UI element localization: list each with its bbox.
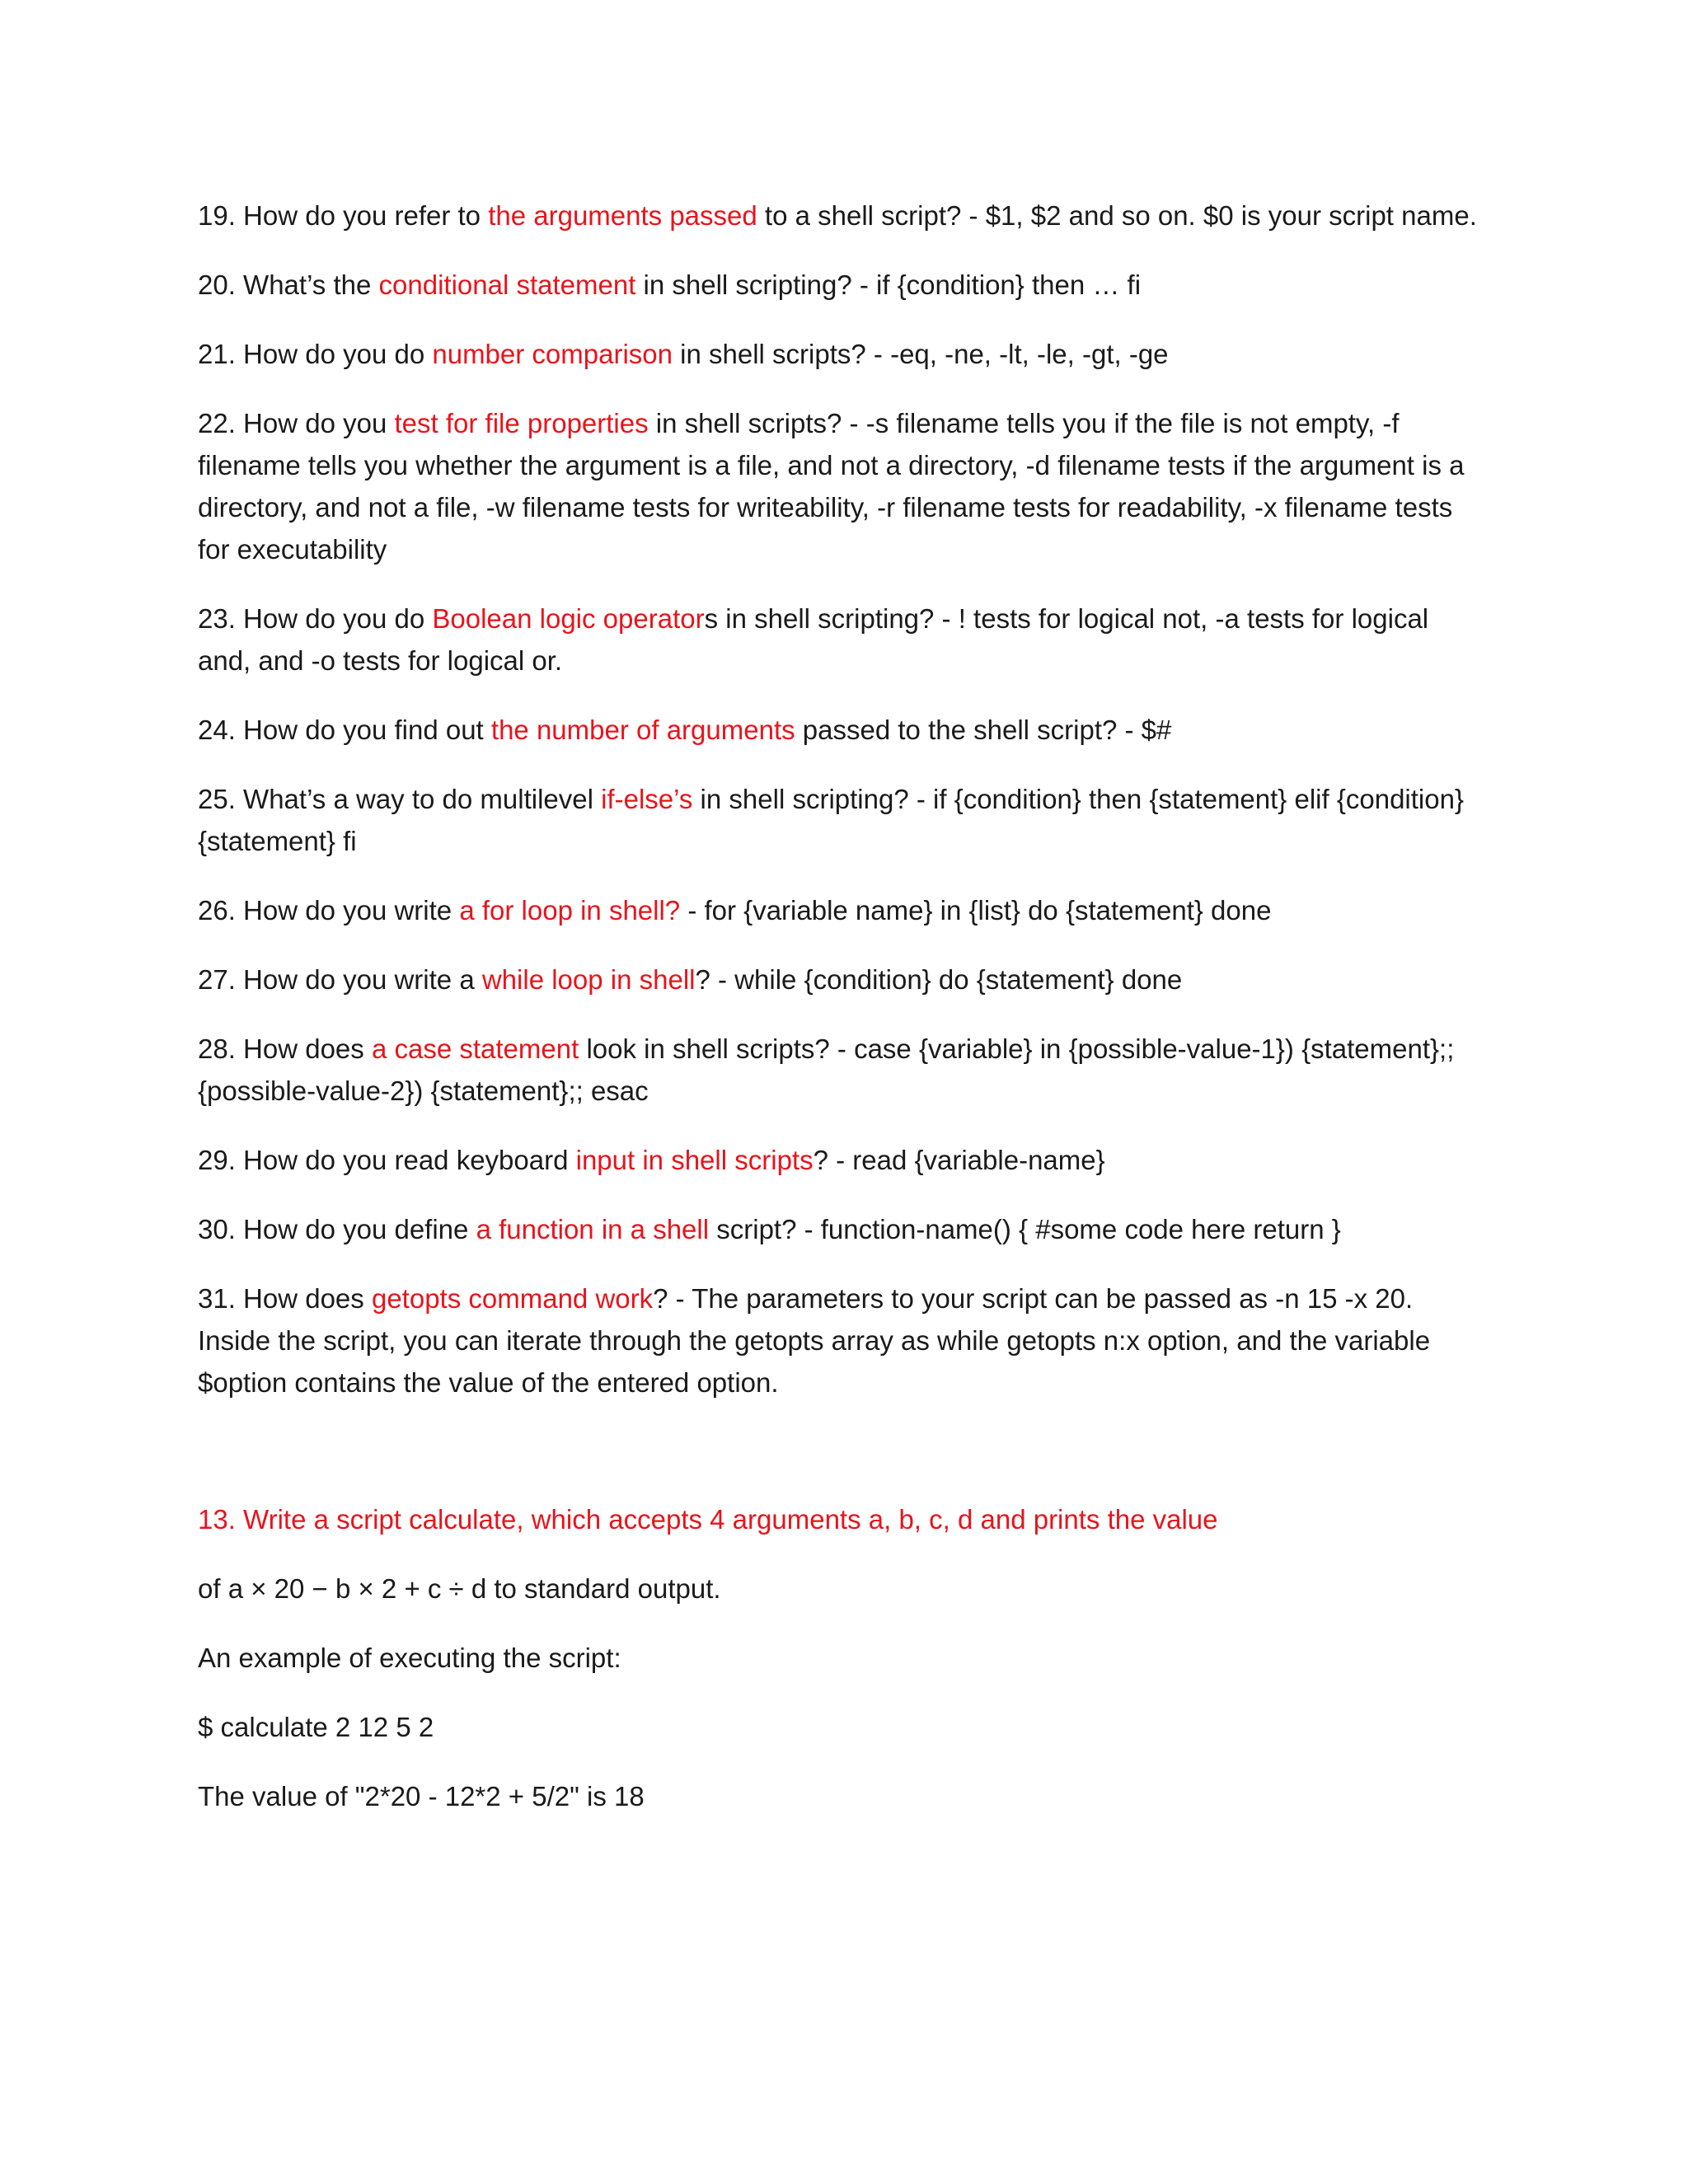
exercise-example-intro: An example of executing the script: xyxy=(198,1643,621,1673)
question-item xyxy=(198,333,1484,375)
question-item xyxy=(198,194,1484,237)
question-text: 27. How do you write a xyxy=(198,964,482,995)
document-content xyxy=(198,194,1484,1844)
question-item xyxy=(198,1028,1484,1112)
exercise-heading: 13. Write a script calculate, which accepts 4 arguments a, b, c, d and prints the value xyxy=(198,1504,1218,1535)
question-item xyxy=(198,778,1484,862)
question-text: 22. How do you xyxy=(198,408,395,438)
question-text: 25. What’s a way to do multilevel xyxy=(198,784,602,814)
question-text: in shell scripts? - -eq, -ne, -lt, -le, -gt, -ge xyxy=(673,339,1169,369)
question-text: 24. How do you find out xyxy=(198,715,491,745)
question-text: passed to the shell script? - $# xyxy=(795,715,1172,745)
question-text: script? - function-name() { #some code here return } xyxy=(709,1214,1341,1244)
question-text: in shell scripts? - -s filename tells you if the file is not empty, -f filename tells you whether the argument is a file, and not a directory, -d filename tests if the argument is a directory, and not a file, -w filename tests for writeability, -r filename tests for readability, -x filename tests for executability xyxy=(198,408,1465,565)
highlighted-term: while loop in shell xyxy=(481,964,696,995)
exercise-command: $ calculate 2 12 5 2 xyxy=(198,1712,434,1742)
question-item xyxy=(198,264,1484,306)
question-item xyxy=(198,598,1484,682)
highlighted-term: the number of arguments xyxy=(490,715,795,745)
question-text: ? - while {condition} do {statement} done xyxy=(695,964,1183,995)
highlighted-term: number comparison xyxy=(432,339,673,369)
question-text: ? - The parameters to your script can be passed as -n 15 -x 20. Inside the script, you can iterate through the getopts array as while getopts n:x option, and the variable $option contains the value of the entered option. xyxy=(198,1283,1431,1398)
highlighted-term: test for file properties xyxy=(394,408,649,438)
highlighted-term: conditional statement xyxy=(378,269,636,300)
question-text: in shell scripting? - if {condition} then {statement} elif {condition} {statement} fi xyxy=(198,784,1464,856)
section-spacer xyxy=(198,1431,1484,1498)
question-text: to a shell script? - $1, $2 and so on. $0 is your script name. xyxy=(757,200,1477,231)
question-text: look in shell scripts? - case {variable} in {possible-value-1}) {statement};; {possible-value-2}) {statement};; esac xyxy=(198,1033,1455,1106)
highlighted-term: Boolean logic operator xyxy=(432,603,705,634)
question-list xyxy=(198,194,1484,1404)
exercise-formula: of a × 20 − b × 2 + c ÷ d to standard output. xyxy=(198,1573,721,1604)
question-text: 31. How does xyxy=(198,1283,372,1314)
question-item xyxy=(198,889,1484,931)
question-text: 21. How do you do xyxy=(198,339,433,369)
question-item xyxy=(198,958,1484,1001)
question-text: ? - read {variable-name} xyxy=(813,1145,1105,1175)
highlighted-term: the arguments passed xyxy=(488,200,757,231)
question-text: s in shell scripting? - ! tests for logical not, -a tests for logical and, and -o tests for logical or. xyxy=(198,603,1429,676)
exercise-result: The value of "2*20 - 12*2 + 5/2" is 18 xyxy=(198,1781,645,1811)
question-text: - for {variable name} in {list} do {statement} done xyxy=(680,895,1272,926)
highlighted-term: a function in a shell xyxy=(476,1214,710,1244)
question-text: 19. How do you refer to xyxy=(198,200,489,231)
question-item xyxy=(198,402,1484,570)
question-text: 26. How do you write xyxy=(198,895,460,926)
question-item xyxy=(198,1277,1484,1404)
question-text: 29. How do you read keyboard xyxy=(198,1145,576,1175)
question-item xyxy=(198,1139,1484,1181)
highlighted-term: getopts command work xyxy=(371,1283,654,1314)
question-text: 28. How does xyxy=(198,1033,372,1064)
question-text: 23. How do you do xyxy=(198,603,433,634)
highlighted-term: if-else’s xyxy=(601,784,693,814)
highlighted-term: input in shell scripts xyxy=(575,1145,814,1175)
highlighted-term: a case statement xyxy=(371,1033,579,1064)
highlighted-term: a for loop in shell? xyxy=(459,895,681,926)
question-item xyxy=(198,1208,1484,1250)
question-text: 20. What’s the xyxy=(198,269,379,300)
question-item xyxy=(198,709,1484,751)
question-text: in shell scripting? - if {condition} then … fi xyxy=(635,269,1142,300)
question-text: 30. How do you define xyxy=(198,1214,476,1244)
